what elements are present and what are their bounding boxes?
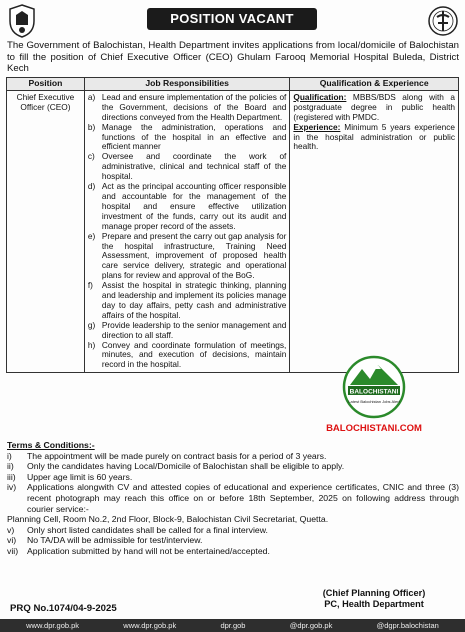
signature-title: (Chief Planning Officer) — [322, 588, 426, 598]
responsibility-item: f) Assist the hospital in strategic thinking, planning and leadership and implement its policies manage day to day affairs, petty cash and administrative affairs of the hospital. — [87, 280, 287, 320]
experience-line — [293, 123, 455, 153]
terms-title: Terms & Conditions:- — [7, 440, 95, 450]
submission-address: Planning Cell, Room No.2, 2nd Floor, Block-9, Balochistan Civil Secretariat, Quetta. — [7, 514, 329, 525]
footer-link[interactable]: dpr.gob — [220, 621, 246, 630]
qualification-text: MBBS/BDS along with a postgraduate degree in public health (registered with PMDC. — [293, 91, 455, 122]
term-item: vi) No TA/DA will be admissible for test/interview. — [7, 535, 203, 546]
watermark-tagline: Latest Balochistan Jobs Alert — [348, 399, 400, 404]
term-item: ii) Only the candidates having Local/Domicile of Balochistan shall be eligible to apply. — [7, 461, 345, 472]
qualification-line — [293, 93, 455, 123]
footer-link[interactable]: @dgpr.balochistan — [376, 621, 439, 630]
footer-link[interactable]: www.dpr.gob.pk — [26, 621, 80, 630]
experience-label: Experience: — [293, 121, 341, 132]
responsibility-item: c) Oversee and coordinate the work of administrative, clinical and technical staff of the hospital. — [87, 151, 287, 182]
responsibility-item: b) Manage the administration, operations and functions of the hospital in an effective and efficient manner — [87, 121, 287, 152]
signature-department: PC, Health Department — [324, 599, 424, 609]
term-item: v) Only short listed candidates shall be called for a final interview. — [7, 524, 268, 535]
responsibility-item: g) Provide leadership to the senior management and direction to all staff. — [87, 319, 287, 340]
watermark-brand: BALOCHISTANI — [349, 388, 399, 396]
balochistani-watermark-logo — [338, 355, 410, 419]
page-title: POSITION VACANT — [147, 8, 317, 30]
position-cell: Chief Executive Officer (CEO) — [7, 90, 85, 372]
health-department-logo-right — [427, 3, 459, 39]
header-qualification: Qualification & Experience — [290, 78, 459, 91]
qualification-label: Qualification: — [293, 91, 347, 102]
terms-section — [7, 440, 459, 557]
experience-text: Minimum 5 years experience in the hospital administration or public health. — [293, 121, 455, 152]
table-row — [7, 90, 459, 372]
header-responsibilities: Job Responsibilities — [84, 78, 290, 91]
header-position: Position — [7, 78, 85, 91]
responsibility-item: a) Lead and ensure implementation of the policies of the Government, decisions of the Board and directions conveyed from the Health Department. — [87, 91, 287, 122]
responsibility-item: h) Convey and coordinate formulation of meetings, minutes, and execution of decisions, maintain record in the hospital. — [87, 339, 287, 370]
term-item: iv) Applications alongwith CV and attested copies of educational and experience certificates, CNIC and three (3) recent photograph may reach this office on or before 18th September, 2025 on following address through courier service:- — [7, 482, 459, 514]
responsibility-item: e) Prepare and present the carry out gap analysis for the hospital infrastructure, Training Need Assessment, improvement of proposed health care service delivery, strategic and operational plans for review and approval of the BoG. — [87, 230, 287, 281]
position-table — [6, 77, 459, 373]
signature-block — [309, 588, 439, 610]
government-logo-left — [6, 3, 38, 39]
intro-paragraph: The Government of Balochistan, Health Department invites applications from local/domicile of Balochistan to fill the position of Chief Executive Officer (CEO) Ghulam Farooq Memorial Hospital Buleda, District Kech — [7, 40, 459, 74]
prq-number: PRQ No.1074/04-9-2025 — [10, 603, 117, 614]
term-item: vii) Application submitted by hand will not be entertained/accepted. — [7, 545, 270, 556]
footer-bar — [0, 619, 465, 632]
watermark-domain: BALOCHISTANI.COM — [326, 423, 422, 434]
responsibility-item: d) Act as the principal accounting officer responsible and accountable for the management of the hospital and ensure effective utilization investment of the funds, carry out its audit and manage proper record of the assets. — [87, 181, 287, 231]
term-item: i) The appointment will be made purely on contract basis for a period of 3 years. — [7, 450, 327, 461]
term-item: iii) Upper age limit is 60 years. — [7, 471, 133, 482]
responsibilities-cell — [84, 90, 290, 372]
qualification-cell — [290, 90, 459, 372]
footer-link[interactable]: www.dpr.gob.pk — [123, 621, 177, 630]
footer-link[interactable]: @dpr.gob.pk — [289, 621, 333, 630]
